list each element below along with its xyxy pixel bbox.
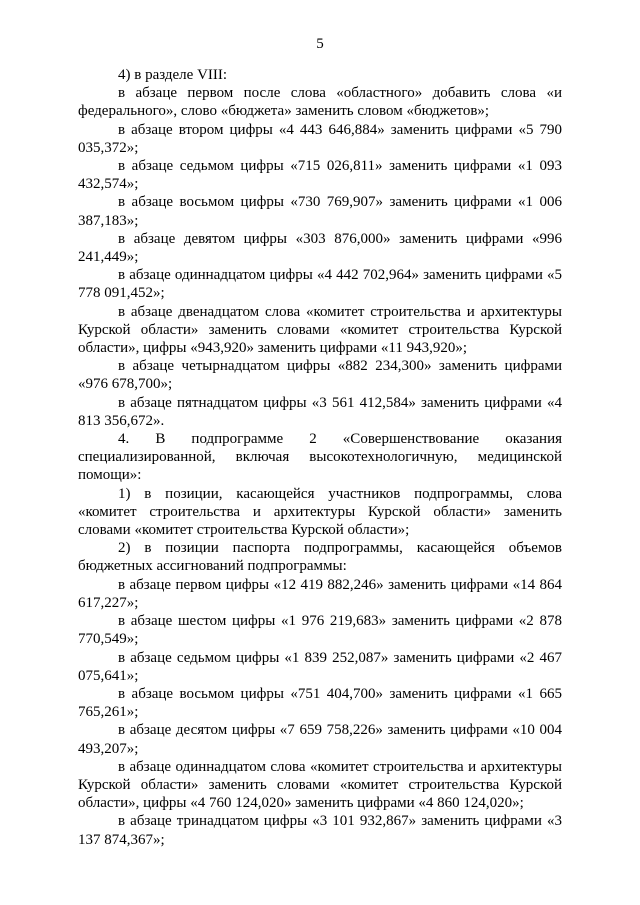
page-number: 5 xyxy=(316,36,324,52)
paragraph: 2) в позиции паспорта подпрограммы, касающейся объемов бюджетных ассигнований подпрограммы: xyxy=(78,540,562,575)
paragraph: в абзаце седьмом цифры «1 839 252,087» заменить цифрами «2 467 075,641»; xyxy=(78,649,562,684)
paragraph: в абзаце восьмом цифры «751 404,700» заменить цифрами «1 665 765,261»; xyxy=(78,685,562,721)
paragraph: в абзаце двенадцатом слова «комитет строительства и архитектуры Курской области» заменить словами «комитет строительства Курской области», цифры «943,920» заменить цифрами «11 943,920»; xyxy=(78,303,562,357)
paragraph: в абзаце первом цифры «12 419 882,246» заменить цифрами «14 864 617,227»; xyxy=(78,576,562,611)
paragraph: в абзаце седьмом цифры «715 026,811» заменить цифрами «1 093 432,574»; xyxy=(78,158,562,193)
paragraph: в абзаце шестом цифры «1 976 219,683» заменить цифрами «2 878 770,549»; xyxy=(78,613,562,648)
paragraph: в абзаце одиннадцатом слова «комитет строительства и архитектуры Курской области» заменить словами «комитет строительства Курской области», цифры «4 760 124,020» заменить цифрами «4 860 124,020»; xyxy=(78,758,562,812)
paragraph: 1) в позиции, касающейся участников подпрограммы, слова «комитет строительства и архитектуры Курской области» заменить словами «комитет строительства Курской области»; xyxy=(78,485,562,539)
paragraph: в абзаце четырнадцатом цифры «882 234,300» заменить цифрами «976 678,700»; xyxy=(78,358,562,393)
paragraph: 4) в разделе VIII: xyxy=(118,67,228,83)
paragraph: в абзаце втором цифры «4 443 646,884» заменить цифрами «5 790 035,372»; xyxy=(78,121,562,156)
paragraph: 4. В подпрограмме 2 «Совершенствование оказания специализированной, включая высокотехнологичную, медицинской помощи»: xyxy=(78,431,562,484)
paragraph: в абзаце восьмом цифры «730 769,907» заменить цифрами «1 006 387,183»; xyxy=(78,194,562,229)
paragraph: в абзаце пятнадцатом цифры «3 561 412,584» заменить цифрами «4 813 356,672». xyxy=(78,394,562,429)
paragraph: в абзаце одиннадцатом цифры «4 442 702,964» заменить цифрами «5 778 091,452»; xyxy=(78,267,562,302)
paragraph: в абзаце десятом цифры «7 659 758,226» заменить цифрами «10 004 493,207»; xyxy=(78,722,562,757)
paragraph: в абзаце первом после слова «областного» добавить слова «и федерального», слово «бюджета» заменить словом «бюджетов»; xyxy=(78,85,562,120)
paragraph: в абзаце тринадцатом цифры «3 101 932,867» заменить цифрами «3 137 874,367»; xyxy=(78,813,562,848)
document-body xyxy=(78,66,562,849)
paragraph: в абзаце девятом цифры «303 876,000» заменить цифрами «996 241,449»; xyxy=(78,230,562,266)
